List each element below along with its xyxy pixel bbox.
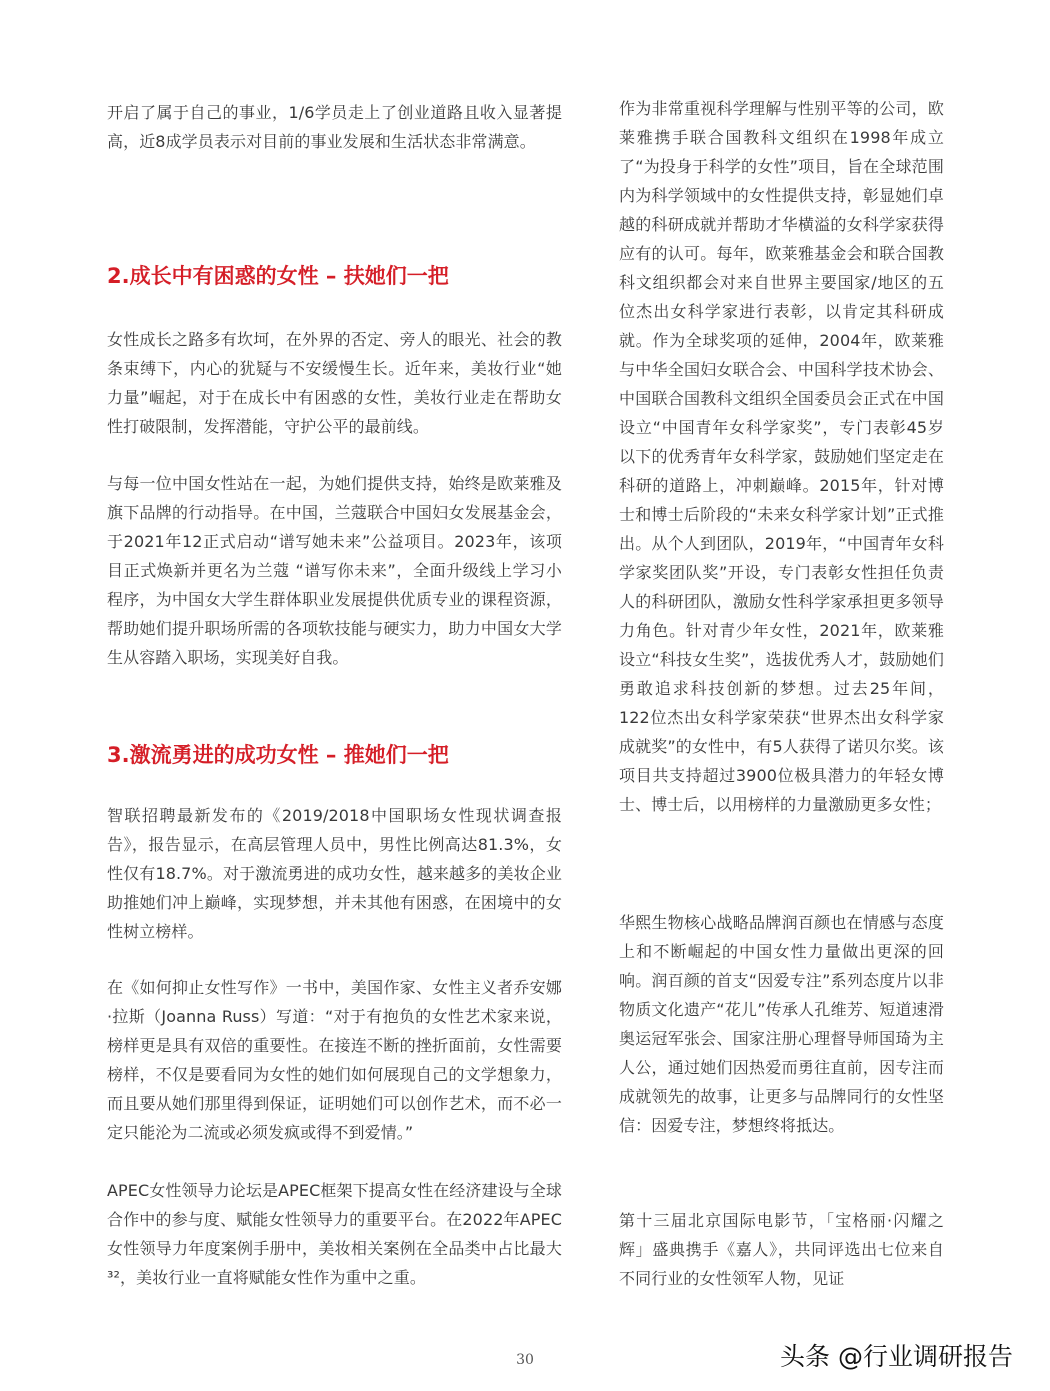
lancome-paragraph: 与每一位中国女性站在一起，为她们提供支持，始终是欧莱雅及旗下品牌的行动指导。在中国，兰蔻联合中国妇女发展基金会，于2021年12正式启动“谱写她未来”公益项目。2023年，该项目正式焕新并更名为兰蔻 “谱写你未来”，全面升级线上学习小程序，为中国女大学生群体职业发展提供优质专业的课程资源，帮助她们提升职场所需的各项软技能与硬实力，助力中国女大学生从容踏入职场，实现美好自我。 <box>107 474 562 667</box>
bulgari-paragraph: 第十三届北京国际电影节，「宝格丽·闪耀之辉」盛典携手《嘉人》，共同评选出七位来自不同行业的女性领军人物，见证 <box>619 1211 944 1288</box>
huaxi-paragraph: 华熙生物核心战略品牌润百颜也在情感与态度上和不断崛起的中国女性力量做出更深的回响。润百颜的首支“因爱专注”系列态度片以非物质文化遗产“花儿”传承人孔维芳、短道速滑奥运冠军张会、国家注册心理督导师国琦为主人公，通过她们因热爱而勇往直前，因专注而成就领先的故事，让更多与品牌同行的女性坚信：因爱专注，梦想终将抵达。 <box>619 913 944 1135</box>
page-number: 30 <box>516 1352 534 1368</box>
section-heading-2: 2.成长中有困惑的女性 – 扶她们一把 <box>107 264 449 288</box>
russ-quote-paragraph: 在《如何抑止女性写作》一书中，美国作家、女性主义者乔安娜·拉斯（Joanna Russ）写道：“对于有抱负的女性艺术家来说，榜样更是具有双倍的重要性。在接连不断的挫折面前，女性需要榜样，不仅是要看同为女性的她们如何展现自己的文学想象力，而且要从她们那里得到保证，证明她们可以创作艺术，而不必一定只能沦为二流或必须发疯或得不到爱情。” <box>107 978 562 1142</box>
zhilian-paragraph: 智联招聘最新发布的《2019/2018中国职场女性现状调查报告》，报告显示，在高层管理人员中，男性比例高达81.3%，女性仅有18.7%。对于激流勇进的成功女性，越来越多的美妆企业助推她们冲上巅峰，实现梦想，并未其他有困惑，在困境中的女性树立榜样。 <box>107 806 562 941</box>
loreal-paragraph: 作为非常重视科学理解与性别平等的公司，欧莱雅携手联合国教科文组织在1998年成立了“为投身于科学的女性”项目，旨在全球范围内为科学领域中的女性提供支持，彰显她们卓越的科研成就并帮助才华横溢的女科学家获得应有的认可。每年，欧莱雅基金会和联合国教科文组织都会对来自世界主要国家/地区的五位杰出女科学家进行表彰，以肯定其科研成就。作为全球奖项的延伸，2004年，欧莱雅与中华全国妇女联合会、中国科学技术协会、中国联合国教科文组织全国委员会正式在中国设立“中国青年女科学家奖”，专门表彰45岁以下的优秀青年女科学家，鼓励她们坚定走在科研的道路上，冲刺巅峰。2015年，针对博士和博士后阶段的“未来女科学家计划”正式推出。从个人到团队，2019年，“中国青年女科学家奖团队奖”开设，专门表彰女性担任负责人的科研团队，激励女性科学家承担更多领导力角色。针对青少年女性，2021年，欧莱雅设立“科技女生奖”，选拔优秀人才，鼓励她们勇敢追求科技创新的梦想。过去25年间，122位杰出女科学家荣获“世界杰出女科学家成就奖”的女性中，有5人获得了诺贝尔奖。该项目共支持超过3900位极具潜力的年轻女博士、博士后，以用榜样的力量激励更多女性； <box>619 99 944 814</box>
apec-paragraph: APEC女性领导力论坛是APEC框架下提高女性在经济建设与全球合作中的参与度、赋能女性领导力的重要平台。在2022年APEC女性领导力年度案例手册中，美妆相关案例在全品类中占比最大³²，美妆行业一直将赋能女性作为重中之重。 <box>107 1181 562 1287</box>
section-heading-3: 3.激流勇进的成功女性 – 推她们一把 <box>107 743 449 767</box>
growth-paragraph: 女性成长之路多有坎坷，在外界的否定、旁人的眼光、社会的教条束缚下，内心的犹疑与不安缓慢生长。近年来，美妆行业“她力量”崛起，对于在成长中有困惑的女性，美妆行业走在帮助女性打破限制，发挥潜能，守护公平的最前线。 <box>107 330 562 436</box>
watermark-text: 头条 @行业调研报告 <box>780 1342 1013 1371</box>
intro-paragraph: 开启了属于自己的事业，1/6学员走上了创业道路且收入显著提高，近8成学员表示对目前的事业发展和生活状态非常满意。 <box>107 103 562 151</box>
